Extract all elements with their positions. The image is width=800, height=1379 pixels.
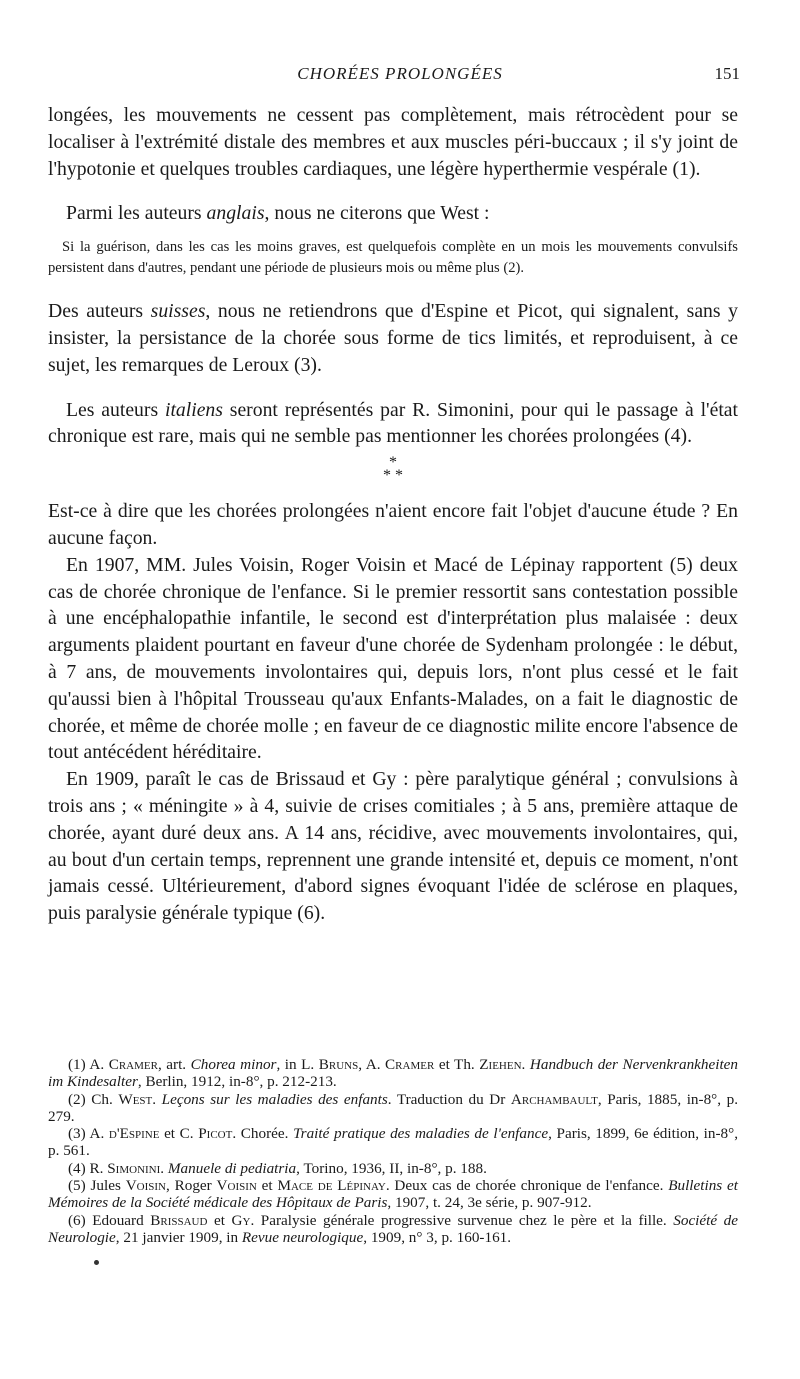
asterism-bottom: * * [383,467,403,485]
author-name: Brissaud [150,1211,208,1229]
text-span: , art. [157,1056,191,1073]
text-span: , Paris, 1885, in-8°, p. 279. [48,1090,738,1125]
text-span: Les auteurs [66,398,165,421]
text-span: , Paris, 1899, 6e édition, in-8°, p. 561. [48,1125,739,1160]
paragraph-6: En 1907, MM. Jules Voisin, Roger Voisin et Macé de Lépinay rapportent (5) deux cas de chorée chronique de l'enfance. Si le premier ressortit sans contestation possible à une encéphalopathie infantile, le second est d'interprétation plus malaisée : deux arguments plaident pourtant en faveur d'une chorée de Sydenham prolongée : le début, à 7 ans, de mouvements involontaires qui, depuis lors, n'ont plus cessé et le fait qu'aussi bien à l'hôpital Trousseau qu'aux Enfants-Malades, on a fait le diagnostic de chorée, et même de chorée molle ; en faveur de ce diagnostic milite encore l'absence de tout antécédent héréditaire. [48,553,738,764]
text-span: , nous ne retiendrons que d'Espine et Picot, qui signalent, sans y insister, la persistance de la chorée sous forme de tics limités, et reproduisent, à ce sujet, les remarques de Leroux (3). [48,300,738,376]
text-span: et [207,1211,232,1229]
footnote-2 [48,1091,738,1126]
paragraph-5: Est-ce à dire que les chorées prolongées n'aient encore fait l'objet d'aucune étude ? En aucune façon. [48,500,738,549]
footnote-4 [48,1160,738,1177]
title-italic: Leçons sur les maladies des enfants [161,1090,388,1108]
title-italic: Traité pratique des maladies de l'enfance [293,1125,549,1143]
footnote-6 [48,1212,738,1247]
author-name: Picot [198,1125,233,1143]
ink-dot [94,1260,99,1265]
paragraph-4 [48,397,738,451]
text-span: . [152,1090,162,1108]
text-span: et C. [159,1125,199,1143]
text-span: , Berlin, 1912, in-8°, p. 212-213. [137,1073,337,1091]
text-span: . Paralysie générale progressive survenue chez le père et la fille. [250,1211,674,1229]
author-name: Cramer [385,1056,435,1073]
author-name: Cramer [108,1056,158,1073]
title-italic: Handbuch der Nervenkrankheiten im Kindesalter [48,1056,739,1091]
author-name: Archambault [510,1090,598,1108]
author-name: Mace de Lépinay [277,1177,386,1195]
paragraph-3 [48,298,738,378]
text-span: (5) Jules [68,1177,126,1195]
text-span: (4) R. [68,1159,108,1177]
text-span: . Deux cas de chorée chronique de l'enfance. [385,1177,669,1195]
text-span: . Traduction du Dr [387,1090,511,1108]
quotation-west: Si la guérison, dans les cas les moins graves, est quelquefois complète en un mois les mouvements convulsifs persistent dans d'autres, pendant une période de plusieurs mois ou même plus (2). [48,239,738,276]
paragraph-7: En 1909, paraît le cas de Brissaud et Gy : père paralytique général ; convulsions à trois ans ; « méningite » à 4, suivie de crises comitiales ; à 5 ans, première attaque de chorée, ayant duré deux ans. A 14 ans, récidive, avec mouvements involontaires, qui, au bout d'un certain temps, reprennent une grande intensité et, depuis ce moment, n'ont jamais cessé. Ultérieurement, d'abord signes évoquant l'idée de sclérose en plaques, puis paralysie générale typique (6). [48,768,738,925]
author-name: Gy [231,1211,251,1229]
text-span: Des auteurs [48,300,151,323]
author-name: Simonini [107,1159,161,1177]
text-span: . Chorée. [232,1125,294,1143]
text-span: , 1907, t. 24, 3e série, p. 907-912. [387,1194,592,1212]
text-span: , Roger [166,1177,217,1195]
main-text [48,102,738,927]
author-name: Ziehen [479,1056,522,1073]
emphasis: suisses [150,300,206,323]
title-italic: Chorea minor [190,1056,277,1073]
asterism-divider [48,454,738,485]
text-span: (1) A. [68,1056,109,1073]
title-italic: Manuele di pediatria [167,1159,297,1177]
paragraph-2 [48,200,738,227]
title-italic: Bulletins et Mémoires de la Société médicale des Hôpitaux de Paris [48,1177,738,1212]
footnote-1 [48,1056,738,1091]
text-span: , Torino, 1936, II, in-8°, p. 188. [296,1159,487,1177]
text-span: , nous ne citerons que West : [264,202,490,225]
running-title: CHORÉES PROLONGÉES [297,64,503,83]
text-span: , A. [358,1056,386,1073]
emphasis: italiens [164,398,223,421]
asterism-top: * [389,454,397,472]
title-italic: Revue neurologique [241,1228,364,1246]
text-span: , 21 janvier 1909, in [115,1228,242,1246]
text-span: , 1909, n° 3, p. 160-161. [363,1228,512,1246]
text-span: (6) Edouard [68,1211,151,1229]
paragraph-1: longées, les mouvements ne cessent pas complètement, mais rétrocèdent pour se localiser à l'extrémité distale des membres et aux muscles péri-buccaux ; il s'y joint de l'hypotonie et quelques troubles cardiaques, une légère hyperthermie vespérale (1). [48,104,738,180]
footnotes [48,1056,738,1246]
author-name: Bruns [318,1056,359,1073]
text-span: . [521,1056,530,1073]
text-span: (3) A. [68,1125,109,1143]
text-span: seront représentés par R. Simonini, pour qui le passage à l'état chronique est rare, mais qui ne semble pas mentionner les chorées prolongées (4). [48,398,739,448]
footnote-3 [48,1125,738,1160]
author-name: d'Espine [108,1125,160,1143]
footnote-5 [48,1177,738,1212]
text-span: . [160,1159,168,1177]
author-name: Voisin [125,1177,167,1195]
page-number: 151 [714,64,740,83]
text-span: Parmi les auteurs [66,202,207,225]
emphasis: anglais [206,202,265,225]
text-span: , in L. [276,1056,319,1073]
title-italic: Société de Neurologie [48,1211,738,1246]
text-span: et [256,1177,278,1195]
author-name: Voisin [216,1177,257,1195]
text-span: (2) Ch. [68,1090,119,1108]
author-name: West [118,1090,153,1108]
text-span: et Th. [434,1056,480,1073]
